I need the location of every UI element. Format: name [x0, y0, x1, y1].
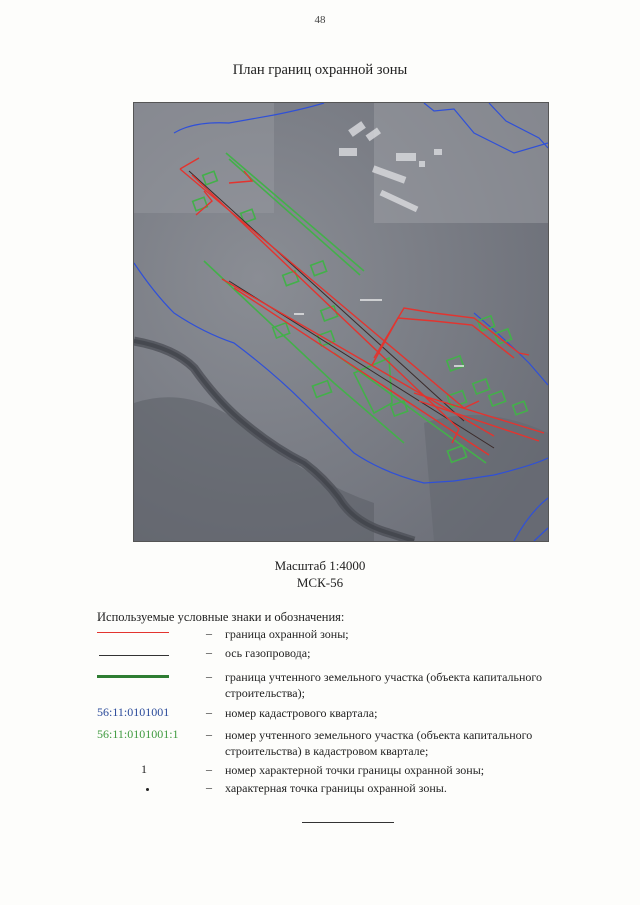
legend-dash: – — [206, 727, 212, 741]
point-dot-symbol — [146, 788, 149, 791]
legend-text: ось газопровода; — [225, 646, 311, 660]
legend-symbol-parcel-code: 56:11:0101001:1 — [97, 727, 179, 741]
map-svg — [134, 103, 548, 541]
legend-text: граница учтенного земельного участка (объекта капитального строительства); — [225, 670, 543, 700]
legend-symbol-quarter-code: 56:11:0101001 — [97, 705, 170, 719]
legend-dash: – — [206, 669, 212, 683]
page-title: План границ охранной зоны — [232, 62, 408, 78]
dark-terrain — [424, 415, 548, 541]
bottom-rule — [302, 822, 394, 823]
legend-text: номер учтенного земельного участка (объекта капитального строительства) в кадастровом квартале; — [225, 728, 533, 758]
legend-text: характерная точка границы охранной зоны. — [225, 781, 447, 795]
legend-dash: – — [206, 780, 212, 794]
legend-dash: – — [206, 705, 212, 719]
legend-text: номер характерной точки границы охранной зоны; — [225, 763, 485, 777]
point-number-symbol: 1 — [141, 762, 147, 776]
legend-text: номер кадастрового квартала; — [225, 706, 378, 720]
red-line-symbol — [97, 632, 169, 633]
legend-dash: – — [206, 645, 212, 659]
map-scale: Масштаб 1:4000 — [274, 558, 366, 573]
coordinate-system: МСК-56 — [296, 575, 344, 590]
legend-dash: – — [206, 626, 212, 640]
light-field-area — [374, 103, 548, 223]
legend-title: Используемые условные знаки и обозначения: — [97, 610, 345, 624]
green-line-symbol — [97, 675, 169, 678]
legend-dash: – — [206, 762, 212, 776]
zone-plan-map — [133, 102, 549, 542]
legend-text: граница охранной зоны; — [225, 627, 349, 641]
black-line-symbol — [99, 655, 169, 656]
page-number: 48 — [314, 14, 326, 26]
